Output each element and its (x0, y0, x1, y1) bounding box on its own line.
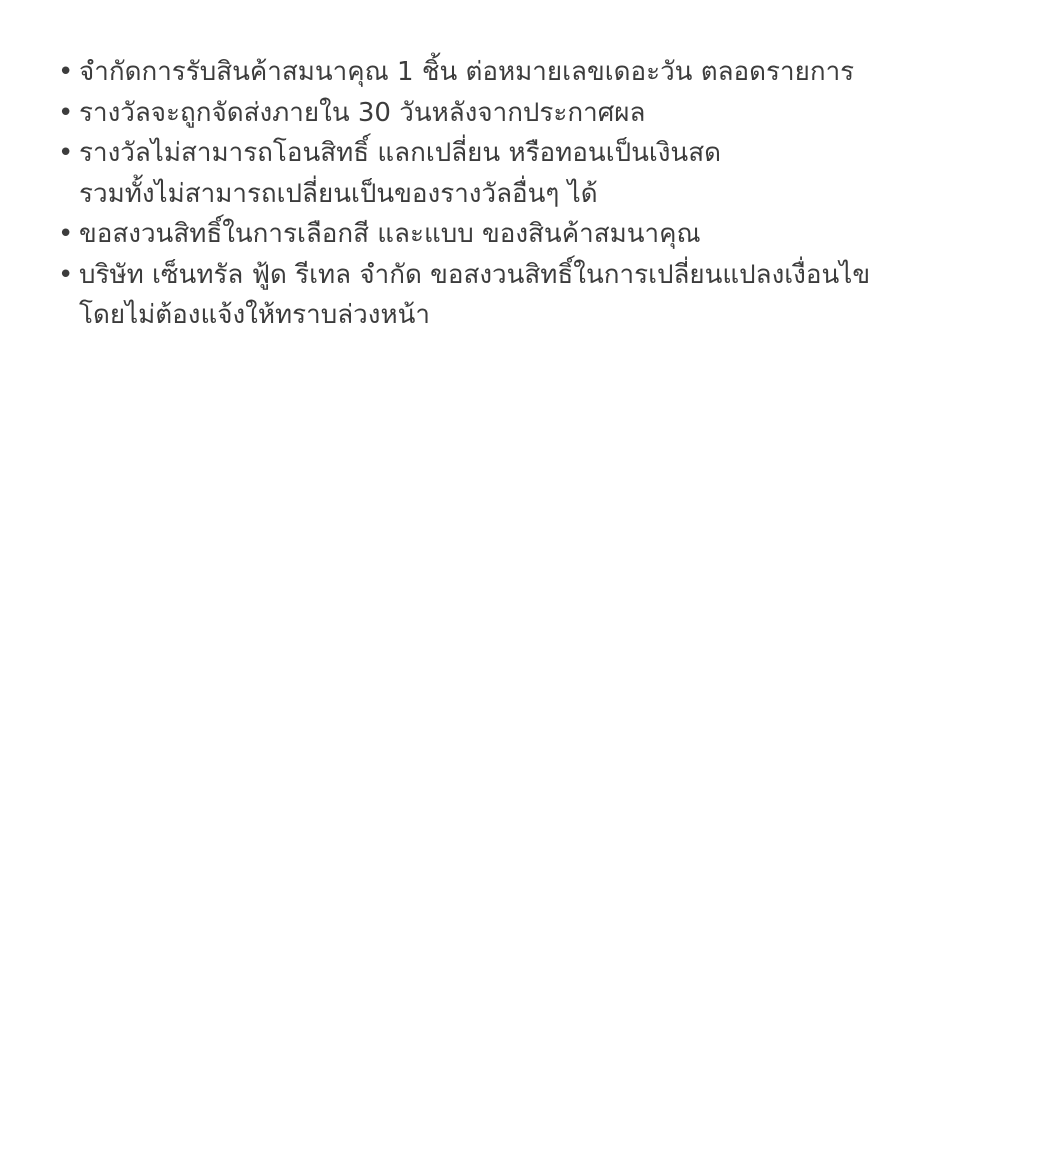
bullet: • (58, 57, 74, 87)
bullet: • (58, 219, 74, 249)
bullet: • (58, 259, 74, 290)
terms-item-text: โดยไม่ต้องแจ้งให้ทราบล่วงหน้า (79, 300, 430, 330)
terms-item (58, 214, 998, 255)
terms-item-text: บริษัท เซ็นทรัล ฟู้ด รีเทล จำกัด ขอสงวนสิทธิ์ในการเปลี่ยนแปลงเงื่อนไข (79, 259, 871, 290)
terms-list (58, 52, 998, 336)
bullet: • (58, 138, 74, 168)
terms-item-text: รางวัลไม่สามารถโอนสิทธิ์ แลกเปลี่ยน หรือทอนเป็นเงินสด (79, 138, 721, 168)
terms-item (58, 255, 998, 336)
terms-item-text: รางวัลจะถูกจัดส่งภายใน 30 วันหลังจากประกาศผล (79, 97, 646, 128)
terms-item-text: ขอสงวนสิทธิ์ในการเลือกสี และแบบ ของสินค้าสมนาคุณ (79, 219, 701, 249)
terms-item (58, 133, 998, 214)
terms-item (58, 93, 998, 134)
terms-item (58, 52, 998, 93)
terms-item-text: จำกัดการรับสินค้าสมนาคุณ 1 ชิ้น ต่อหมายเลขเดอะวัน ตลอดรายการ (79, 57, 855, 87)
bullet: • (58, 97, 74, 128)
terms-item-text: รวมทั้งไม่สามารถเปลี่ยนเป็นของรางวัลอื่นๆ ได้ (79, 178, 598, 209)
